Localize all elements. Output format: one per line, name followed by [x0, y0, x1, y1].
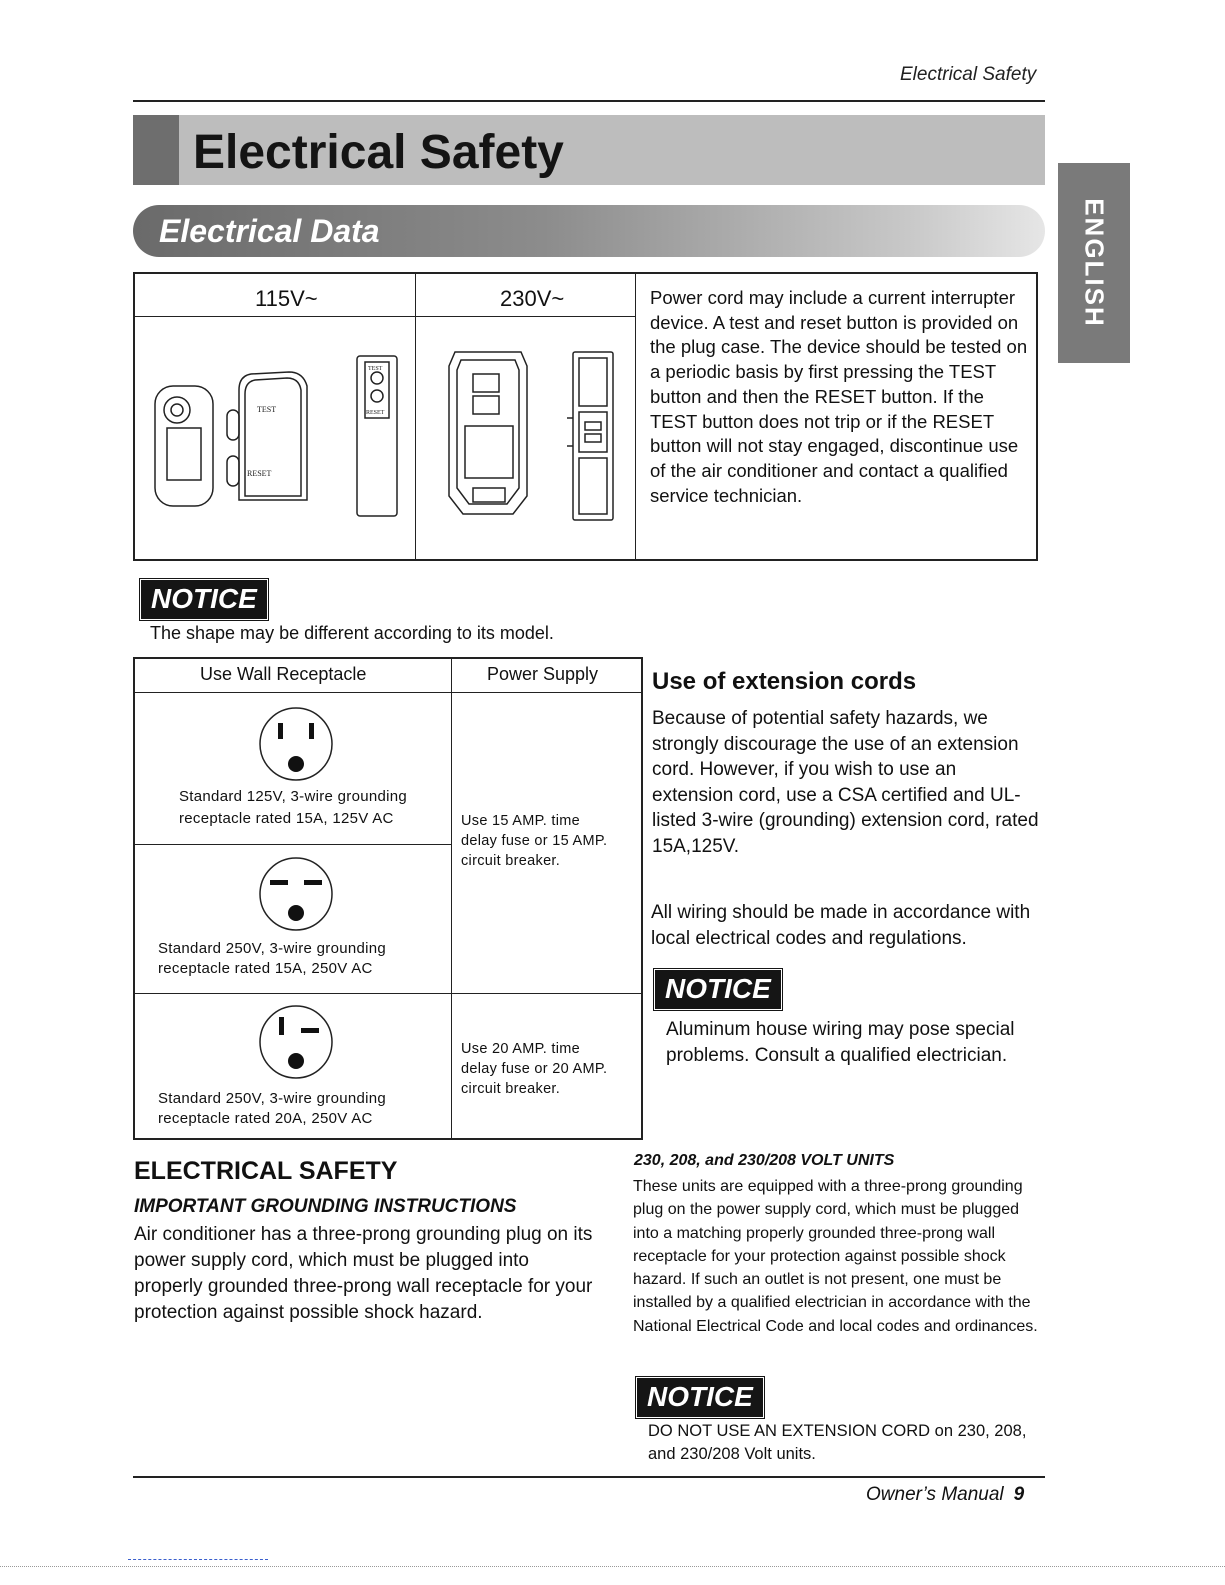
power-supply-20a: Use 20 AMP. time delay fuse or 20 AMP. circuit breaker. [461, 1041, 608, 1097]
receptacle-caption: Standard 250V, 3-wire grounding [158, 940, 387, 957]
notice-badge: NOTICE [637, 1378, 763, 1417]
table-row-divider [135, 844, 451, 845]
voltage-115-label: 115V~ [255, 286, 318, 311]
shape-note: The shape may be different according to its model. [150, 623, 554, 643]
plug-cord-body-1 [155, 386, 213, 506]
footer-rule [133, 1476, 1045, 1478]
table-row-divider [135, 993, 641, 994]
receptacle-250v-20a-icon [257, 1003, 335, 1081]
volt-units-body: These units are equipped with a three-prong grounding plug on the power supply cord, which must be plugged into a matching properly grounded three-prong wall receptacle for your protection against possible shock hazard. If such an outlet is not present, one must be installed by a qualified electrician in accordance with the National Electrical Code and local codes and ordinances. [633, 1178, 1038, 1335]
receptacle-250v-15a-icon [257, 855, 335, 933]
electrical-safety-title: ELECTRICAL SAFETY [134, 1157, 398, 1185]
table-column-divider [451, 659, 452, 1138]
plug-prong-2 [227, 456, 239, 486]
title-mark [133, 115, 179, 185]
reset-label-1: RESET [247, 469, 272, 478]
header-rule [133, 100, 1045, 102]
page-number: 9 [1013, 1484, 1025, 1505]
plug-prong-1 [227, 410, 239, 440]
test-label-1: TEST [257, 405, 277, 414]
volt-units-title: 230, 208, and 230/208 VOLT UNITS [634, 1152, 895, 1169]
table-header-divider [135, 692, 641, 693]
language-tab [1058, 163, 1130, 363]
notice-badge: NOTICE [655, 970, 781, 1009]
plug-cord-body-2 [239, 372, 307, 500]
receptacle-caption: Standard 125V, 3-wire grounding [179, 788, 408, 805]
plug-115v-illustration [147, 350, 407, 520]
section-title: Electrical Data [159, 213, 380, 249]
column-divider [635, 274, 636, 559]
receptacle-caption: Standard 250V, 3-wire grounding [158, 1090, 387, 1107]
scan-mark [128, 1559, 268, 1560]
plug-knob-1 [164, 397, 190, 423]
grounding-subtitle: IMPORTANT GROUNDING INSTRUCTIONS [134, 1196, 517, 1217]
no-extension-note: DO NOT USE AN EXTENSION CORD on 230, 208, and 230/208 Volt units. [648, 1422, 1027, 1463]
section-heading [133, 205, 1045, 257]
table-header-receptacle: Use Wall Receptacle [200, 664, 367, 684]
voltage-230-label: 230V~ [500, 286, 565, 311]
extension-body: Because of potential safety hazards, we strongly discourage the use of an extension cord. However, if you wish to use an extension cord, use a CSA certified and UL-listed 3-wire (grounding) extension cord, rated 15A,125V. [652, 708, 1039, 857]
receptacle-caption: receptacle rated 15A, 125V AC [179, 810, 394, 827]
reset-label-2: RESET [366, 410, 385, 416]
wiring-note: All wiring should be made in accordance with local electrical codes and regulations. [651, 902, 1031, 949]
notice-badge: NOTICE [141, 580, 267, 619]
plug-cord-body-3 [357, 356, 397, 516]
plug-window-2 [465, 426, 513, 478]
footer [866, 1484, 1024, 1506]
running-header: Electrical Safety [900, 64, 1037, 85]
test-label-2: TEST [368, 366, 383, 372]
plug-window-1 [167, 428, 201, 480]
plug-cord-body-4 [449, 352, 527, 514]
language-label: ENGLISH [1079, 198, 1110, 328]
receptacle-table [133, 657, 643, 1140]
power-supply-15a: Use 15 AMP. time delay fuse or 15 AMP. circuit breaker. [461, 813, 608, 869]
extension-title: Use of extension cords [652, 668, 917, 695]
manual-name: Owner’s Manual [866, 1484, 1004, 1505]
page-title: Electrical Safety [193, 126, 564, 179]
electrical-data-box [133, 272, 1038, 561]
grounding-body: Air conditioner has a three-prong grounding plug on its power supply cord, which must be plugged into properly grounded three-prong wall receptacle for your protection against possible shock hazard. [134, 1224, 593, 1323]
receptacle-caption: receptacle rated 20A, 250V AC [158, 1110, 373, 1127]
page-edge [0, 1566, 1225, 1567]
receptacle-caption: receptacle rated 15A, 250V AC [158, 960, 373, 977]
receptacle-125v-icon [257, 705, 335, 783]
table-header-supply: Power Supply [487, 664, 599, 684]
header-divider [135, 316, 635, 317]
aluminum-note: Aluminum house wiring may pose special problems. Consult a qualified electrician. [666, 1019, 1015, 1066]
gfci-description: Power cord may include a current interrupter device. A test and reset button is provided on the plug case. The device should be tested on a periodic basis by first pressing the TEST button and then the RESET button. If the TEST button does not trip or if the RESET button will not stay engaged, discontinue use of the air conditioner and contact a qualified service technician. [650, 287, 1028, 506]
plug-230v-illustration [435, 346, 625, 526]
title-bar [133, 115, 1045, 185]
